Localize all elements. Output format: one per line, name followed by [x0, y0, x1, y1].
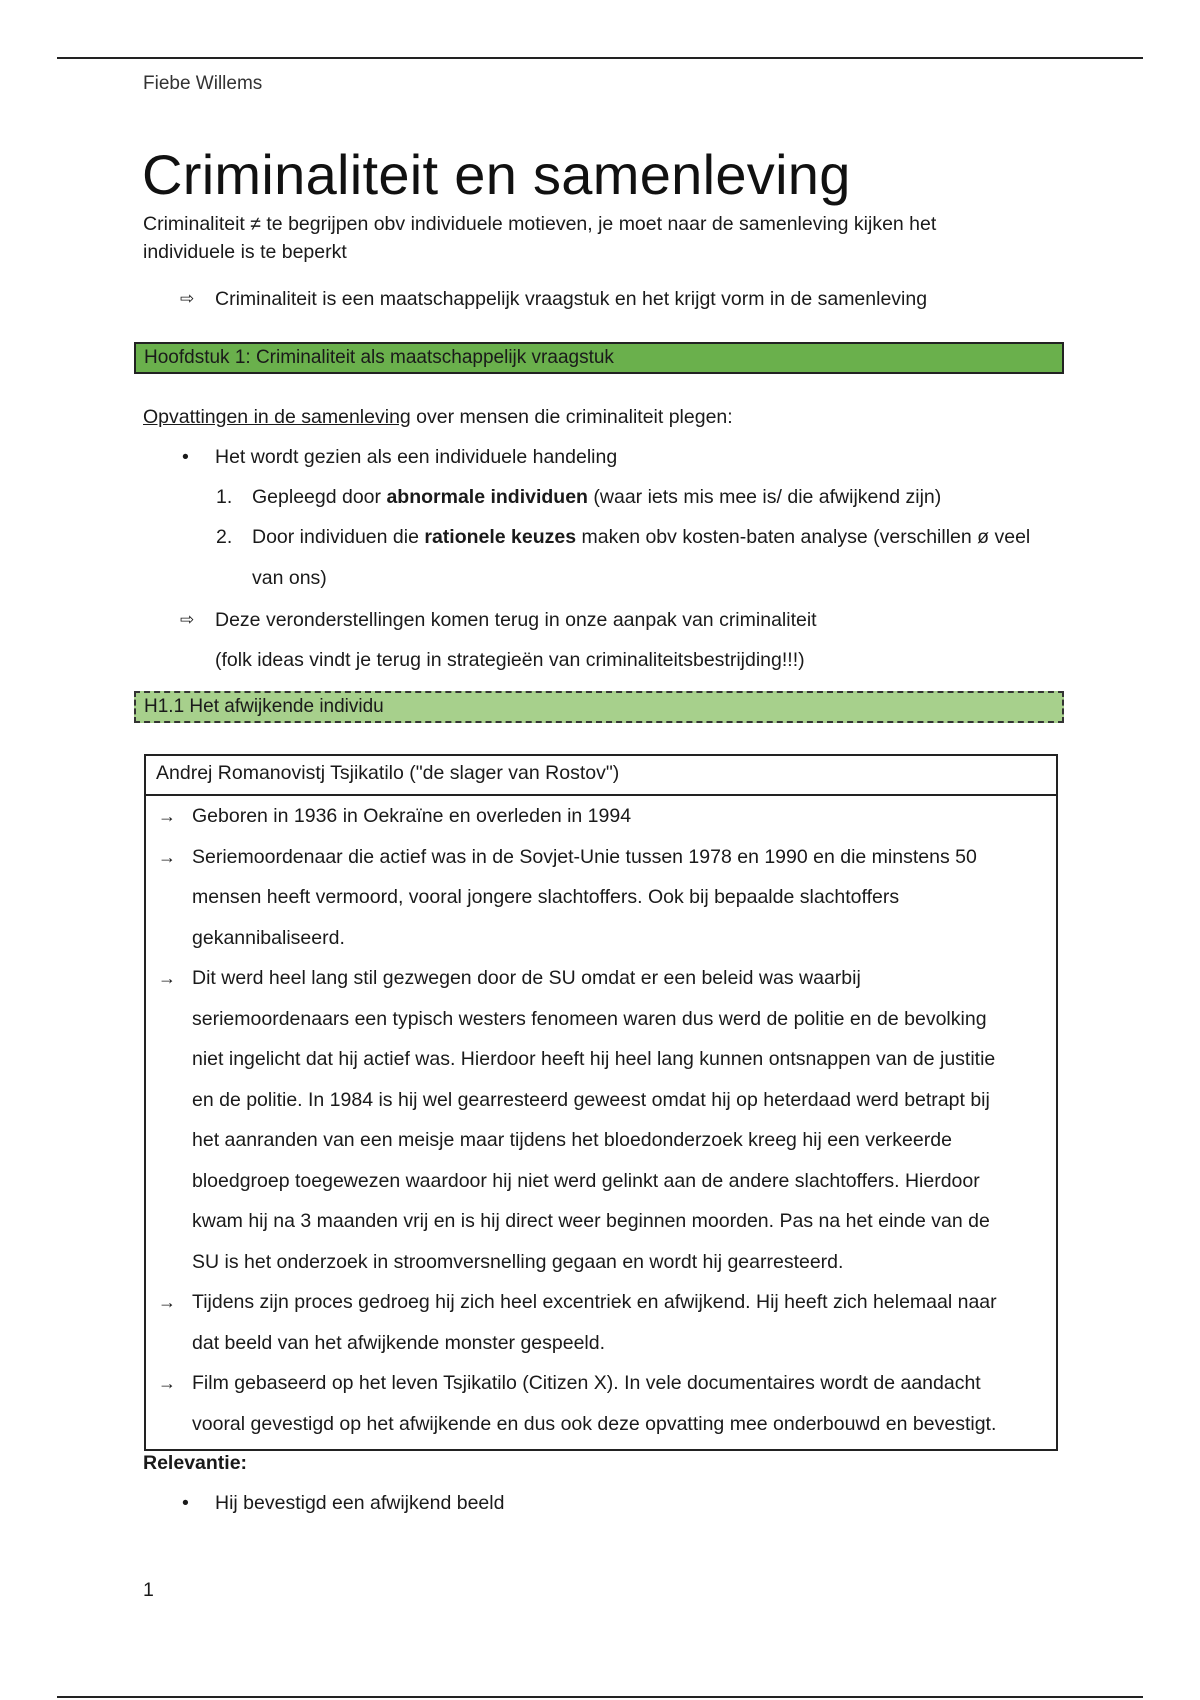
item-2-bold: rationele keuzes	[424, 526, 577, 548]
intro-line-2: individuele is te beperkt	[143, 241, 347, 263]
opvattingen-label	[143, 403, 733, 431]
arrow-icon: →	[158, 806, 176, 826]
opvattingen-bullet-1: Het wordt gezien als een individuele handeling	[215, 446, 618, 468]
chapter-1-heading: Hoofdstuk 1: Criminaliteit als maatschappelijk vraagstuk	[134, 342, 1064, 374]
opvattingen-item-2-cont: van ons)	[252, 567, 327, 589]
item-2-post: maken obv kosten-baten analyse (verschillen ø veel	[576, 526, 1031, 548]
section-1-1-heading: H1.1 Het afwijkende individu	[134, 691, 1064, 723]
relevantie-bullet-1: Hij bevestigd een afwijkend beeld	[215, 1492, 505, 1514]
bottom-rule	[57, 1696, 1143, 1698]
intro-line-1: Criminaliteit ≠ te begrijpen obv individuele motieven, je moet naar de samenleving kijken het	[143, 213, 937, 235]
arrow-icon: →	[158, 968, 176, 988]
bullet-icon: •	[182, 446, 189, 468]
case-line: → Dit werd heel lang stil gezwegen door de SU omdat er een beleid was waarbij	[146, 958, 1046, 999]
case-line: vooral gevestigd op het afwijkende en dus ook deze opvatting mee onderbouwd en bevestigt.	[192, 1412, 997, 1435]
case-line: bloedgroep toegewezen waardoor hij niet werd gelinkt aan de andere slachtoffers. Hierdoor	[192, 1169, 980, 1192]
case-line: mensen heeft vermoord, vooral jongere slachtoffers. Ook bij bepaalde slachtoffers	[192, 886, 900, 908]
item-1-bold: abnormale individuen	[386, 486, 588, 508]
hollow-arrow-icon: ⇨	[180, 289, 195, 308]
list-number-1: 1.	[216, 486, 233, 508]
case-line: niet ingelicht dat hij actief was. Hierdoor heeft hij heel lang kunnen ontsnappen van de justitie	[192, 1048, 996, 1070]
top-rule	[57, 57, 1143, 59]
relevantie-label: Relevantie:	[143, 1452, 248, 1474]
case-line: → Seriemoordenaar die actief was in de Sovjet-Unie tussen 1978 en 1990 en die minstens 50	[146, 837, 1046, 878]
case-box-title: Andrej Romanovistj Tsjikatilo ("de slager van Rostov")	[146, 756, 1056, 796]
hollow-arrow-icon: ⇨	[180, 610, 195, 629]
item-1-pre: Gepleegd door	[252, 486, 387, 508]
case-line: het aanranden van een meisje maar tijdens het bloedonderzoek kreeg hij een verkeerde	[192, 1129, 952, 1151]
case-line: → Geboren in 1936 in Oekraïne en overleden in 1994	[146, 796, 1046, 837]
opvattingen-item-2	[252, 523, 1030, 551]
case-box	[144, 754, 1058, 1451]
header-author: Fiebe Willems	[143, 73, 263, 94]
list-number-2: 2.	[216, 526, 233, 548]
page-number: 1	[143, 1579, 154, 1601]
item-2-pre: Door individuen die	[252, 526, 425, 548]
case-line: → Tijdens zijn proces gedroeg hij zich heel excentriek en afwijkend. Hij heeft zich helemaal naar	[146, 1282, 1046, 1323]
opvattingen-arrow-line-1: Deze veronderstellingen komen terug in onze aanpak van criminaliteit	[215, 609, 817, 631]
arrow-icon: →	[158, 1373, 176, 1393]
case-line: seriemoordenaars een typisch westers fenomeen waren dus werd de politie en de bevolking	[192, 1007, 987, 1030]
case-line: en de politie. In 1984 is hij wel gearresteerd geweest omdat hij op heterdaad werd betrapt bij	[192, 1088, 990, 1111]
intro-arrow-point: Criminaliteit is een maatschappelijk vraagstuk en het krijgt vorm in de samenleving	[215, 288, 928, 310]
case-line: dat beeld van het afwijkende monster gespeeld.	[192, 1331, 606, 1354]
opvattingen-arrow-line-2: (folk ideas vindt je terug in strategieën van criminaliteitsbestrijding!!!)	[215, 649, 805, 671]
opvattingen-item-1	[252, 483, 941, 511]
item-1-post: (waar iets mis mee is/ die afwijkend zijn)	[587, 486, 942, 508]
opvattingen-label-rest: over mensen die criminaliteit plegen:	[410, 406, 733, 428]
bullet-icon: •	[182, 1492, 189, 1514]
arrow-icon: →	[158, 846, 176, 867]
case-line: kwam hij na 3 maanden vrij en is hij direct weer beginnen moorden. Pas na het einde van de	[192, 1210, 990, 1232]
case-line: → Film gebaseerd op het leven Tsjikatilo (Citizen X). In vele documentaires wordt de aandacht	[146, 1363, 1046, 1404]
case-line: gekannibaliseerd.	[192, 926, 345, 949]
page-title: Criminaliteit en samenleving	[142, 143, 851, 206]
arrow-icon: →	[158, 1292, 176, 1312]
case-line: SU is het onderzoek in stroomversnelling gegaan en wordt hij gearresteerd.	[192, 1250, 844, 1273]
opvattingen-label-underlined: Opvattingen in de samenleving	[143, 406, 411, 428]
